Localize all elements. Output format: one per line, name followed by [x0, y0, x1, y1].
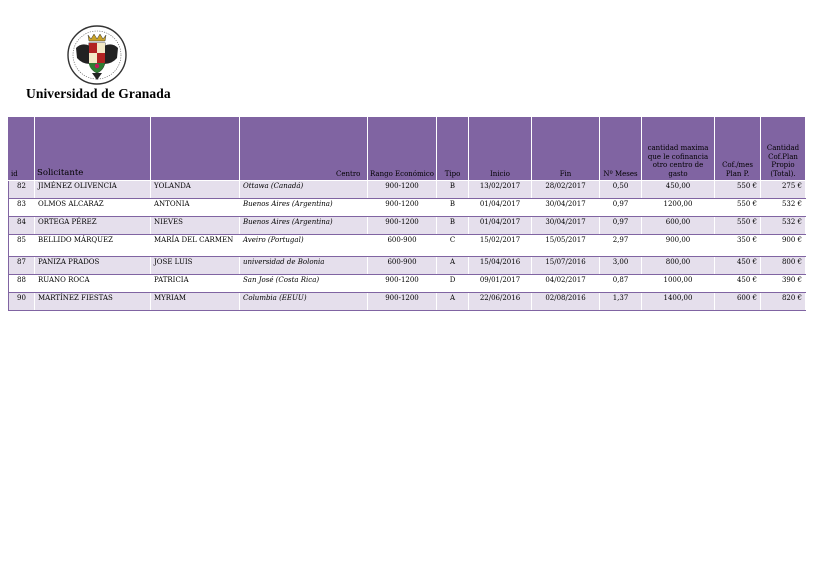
cell-centro: universidad de Bolonia: [240, 257, 368, 275]
cell-inicio: 01/04/2017: [469, 199, 532, 217]
cell-cantidad: 1000,00: [642, 275, 715, 293]
cell-cof-mes: 550 €: [715, 199, 761, 217]
cell-rango: 900-1200: [368, 181, 437, 199]
cell-cantidad: 450,00: [642, 181, 715, 199]
cell-tipo: B: [437, 181, 469, 199]
cell-rango: 900-1200: [368, 275, 437, 293]
cell-rango: 900-1200: [368, 199, 437, 217]
cell-cof-mes: 600 €: [715, 293, 761, 311]
cell-apellidos: PANIZA PRADOS: [35, 257, 151, 275]
cell-id: 85: [9, 235, 35, 257]
col-header-rango: Rango Económico: [368, 118, 437, 181]
cell-total: 532 €: [761, 199, 806, 217]
table-header-row: [9, 118, 806, 181]
col-header-tipo: Tipo: [437, 118, 469, 181]
col-header-meses: Nº Meses: [600, 118, 642, 181]
cell-total: 900 €: [761, 235, 806, 257]
cell-nombre: MYRIAM: [151, 293, 240, 311]
table-row: [9, 217, 806, 235]
cell-total: 390 €: [761, 275, 806, 293]
cell-centro: San José (Costa Rica): [240, 275, 368, 293]
cell-centro: Ottawa (Canadá): [240, 181, 368, 199]
cell-tipo: B: [437, 217, 469, 235]
cell-fin: 02/08/2016: [532, 293, 600, 311]
cell-id: 87: [9, 257, 35, 275]
cell-fin: 30/04/2017: [532, 199, 600, 217]
cell-apellidos: RUANO ROCA: [35, 275, 151, 293]
col-header-nombre: [151, 118, 240, 181]
col-header-solicitante: Solicitante: [35, 118, 151, 181]
cell-apellidos: BELLIDO MÁRQUEZ: [35, 235, 151, 257]
cell-cantidad: 1400,00: [642, 293, 715, 311]
cell-id: 88: [9, 275, 35, 293]
cell-nombre: NIEVES: [151, 217, 240, 235]
cell-inicio: 09/01/2017: [469, 275, 532, 293]
cell-tipo: A: [437, 293, 469, 311]
cell-nombre: JOSE LUIS: [151, 257, 240, 275]
cell-tipo: A: [437, 257, 469, 275]
cell-total: 820 €: [761, 293, 806, 311]
cell-nombre: PATRICIA: [151, 275, 240, 293]
cell-inicio: 22/06/2016: [469, 293, 532, 311]
cell-rango: 900-1200: [368, 293, 437, 311]
cell-fin: 28/02/2017: [532, 181, 600, 199]
col-header-cof-mes: Cof./mes Plan P.: [715, 118, 761, 181]
cell-fin: 15/07/2016: [532, 257, 600, 275]
col-header-id: id: [9, 118, 35, 181]
cell-centro: Columbia (EEUU): [240, 293, 368, 311]
cell-apellidos: OLMOS ALCARAZ: [35, 199, 151, 217]
cell-fin: 04/02/2017: [532, 275, 600, 293]
cell-cof-mes: 550 €: [715, 181, 761, 199]
col-header-cantidad: cantidad maxima que le cofinancia otro centro de gasto: [642, 118, 715, 181]
cell-apellidos: MARTÍNEZ FIESTAS: [35, 293, 151, 311]
cell-total: 532 €: [761, 217, 806, 235]
cell-cof-mes: 350 €: [715, 235, 761, 257]
cell-total: 275 €: [761, 181, 806, 199]
cell-id: 90: [9, 293, 35, 311]
cell-inicio: 15/04/2016: [469, 257, 532, 275]
cell-tipo: D: [437, 275, 469, 293]
cell-tipo: C: [437, 235, 469, 257]
cell-cantidad: 900,00: [642, 235, 715, 257]
cell-cof-mes: 450 €: [715, 257, 761, 275]
cell-tipo: B: [437, 199, 469, 217]
col-header-total: Cantidad Cof.Plan Propio (Total).: [761, 118, 806, 181]
cell-nombre: YOLANDA: [151, 181, 240, 199]
col-header-fin: Fin: [532, 118, 600, 181]
cell-fin: 15/05/2017: [532, 235, 600, 257]
cell-meses: 0,50: [600, 181, 642, 199]
cell-cantidad: 1200,00: [642, 199, 715, 217]
cell-cantidad: 800,00: [642, 257, 715, 275]
cell-meses: 0,97: [600, 217, 642, 235]
university-coat-of-arms-icon: [66, 24, 128, 86]
cell-fin: 30/04/2017: [532, 217, 600, 235]
cell-inicio: 15/02/2017: [469, 235, 532, 257]
cell-inicio: 13/02/2017: [469, 181, 532, 199]
col-header-centro: Centro: [240, 118, 368, 181]
cell-id: 84: [9, 217, 35, 235]
cell-cantidad: 600,00: [642, 217, 715, 235]
cell-rango: 600-900: [368, 235, 437, 257]
table-row: [9, 275, 806, 293]
cell-centro: Buenos Aires (Argentina): [240, 199, 368, 217]
cell-meses: 0,97: [600, 199, 642, 217]
cell-nombre: ANTONIA: [151, 199, 240, 217]
cell-meses: 0,87: [600, 275, 642, 293]
col-header-inicio: Inicio: [469, 118, 532, 181]
table-row: [9, 199, 806, 217]
cell-rango: 900-1200: [368, 217, 437, 235]
cell-meses: 3,00: [600, 257, 642, 275]
cell-meses: 1,37: [600, 293, 642, 311]
cell-apellidos: ORTEGA PÉREZ: [35, 217, 151, 235]
cell-meses: 2,97: [600, 235, 642, 257]
cell-cof-mes: 550 €: [715, 217, 761, 235]
cell-cof-mes: 450 €: [715, 275, 761, 293]
cell-centro: Buenos Aires (Argentina): [240, 217, 368, 235]
cell-id: 82: [9, 181, 35, 199]
cell-rango: 600-900: [368, 257, 437, 275]
cell-apellidos: JIMÉNEZ OLIVENCIA: [35, 181, 151, 199]
table-row: [9, 235, 806, 257]
university-name: Universidad de Granada: [26, 86, 171, 101]
grants-table: [8, 117, 806, 311]
cell-total: 800 €: [761, 257, 806, 275]
table-row: [9, 293, 806, 311]
table-row: [9, 257, 806, 275]
table-row: [9, 181, 806, 199]
cell-centro: Aveiro (Portugal): [240, 235, 368, 257]
cell-inicio: 01/04/2017: [469, 217, 532, 235]
cell-id: 83: [9, 199, 35, 217]
cell-nombre: MARÍA DEL CARMEN: [151, 235, 240, 257]
